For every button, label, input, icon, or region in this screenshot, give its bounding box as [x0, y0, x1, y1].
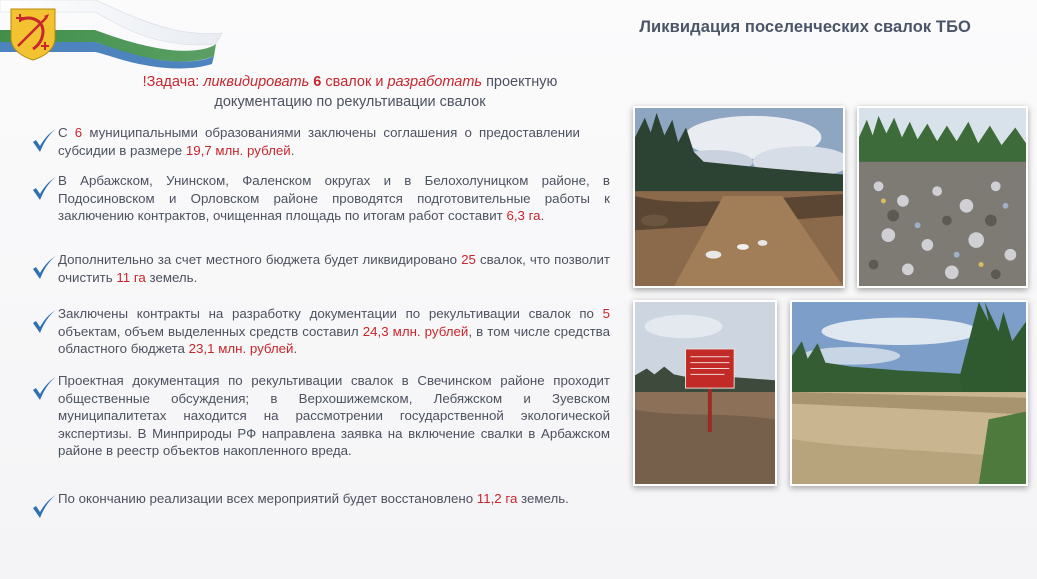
bullet-text — [58, 251, 610, 286]
checkmark-icon — [30, 174, 58, 204]
bullet-text-run: объектам, объем выделенных средств составил — [58, 323, 363, 339]
highlighted-value: 24,3 млн. рублей — [362, 323, 469, 339]
bullet-text-run: Проектная документация по рекультивации свалок в Свечинском районе проходит общественные обсуждения; в Верхошижемском, Лебяжском и Зуевском муниципалитетах находится на рассмотрении государственной экологической экспертизы. В Минприроды РФ направлена заявка на включение свалки в Арбажском районе в реестр объектов накопленного вреда. — [58, 373, 610, 459]
task-prefix: !Задача: — [142, 74, 204, 90]
task-count: 6 — [313, 74, 322, 90]
bullet-item-6 — [30, 490, 570, 522]
task-suffix: проектную — [482, 74, 558, 90]
bullet-text-run: . — [290, 142, 295, 158]
bullet-text-run: свалок, что позволит очистить — [58, 252, 610, 285]
photo-dump-site-2 — [857, 106, 1028, 288]
bullet-text-run: земель. — [517, 491, 569, 506]
highlighted-value: 11,2 га — [476, 491, 518, 506]
slide-title: Ликвидация поселенческих свалок ТБО — [639, 18, 971, 36]
bullet-text-run: С — [58, 125, 75, 140]
highlighted-value: 19,7 млн. рублей — [185, 142, 291, 158]
task-mid: свалок и — [321, 74, 388, 90]
bullet-item-5 — [30, 372, 610, 460]
bullet-text-run: , в том числе средства областного бюджета — [58, 323, 610, 357]
checkmark-icon — [30, 374, 58, 404]
checkmark-icon — [30, 253, 58, 283]
coat-of-arms-icon — [8, 6, 58, 61]
bullet-text-run: В Арбажском, Унинском, Фаленском округах и в Белохолуницком районе, в Подосиновском и Орловском районе проводятся подготовительные работы к заключению контрактов, очищенная площадь по итогам работ составит — [58, 173, 610, 224]
checkmark-icon — [30, 126, 58, 156]
bullet-item-2 — [30, 172, 610, 225]
bullet-text-run: муниципальными образованиями заключены соглашения о предоставлении субсидии в размере — [58, 125, 580, 158]
task-verb-develop: разработать — [387, 74, 483, 90]
task-verb-liquidate: ликвидировать — [203, 74, 310, 90]
checkmark-icon — [30, 492, 58, 522]
task-line-2: документацию по рекультивации свалок — [214, 94, 486, 110]
highlighted-value: 6,3 га — [506, 208, 541, 224]
bullet-text-run: Дополнительно за счет местного бюджета будет ликвидировано — [58, 252, 462, 267]
task-statement — [110, 72, 590, 112]
bullet-item-3 — [30, 251, 610, 286]
highlighted-value: 11 га — [116, 269, 146, 285]
bullet-item-4 — [30, 305, 610, 358]
bullet-text — [58, 372, 610, 460]
bullet-text — [58, 305, 610, 358]
bullet-item-1 — [30, 124, 580, 159]
highlighted-value: 6 — [74, 125, 83, 140]
bullet-text — [58, 124, 580, 159]
photo-dump-site-1 — [633, 106, 845, 288]
bullet-text — [58, 172, 610, 225]
highlighted-value: 5 — [602, 306, 610, 321]
bullet-text-run: . — [540, 208, 545, 224]
bullet-text-run: По окончанию реализации всех мероприятий будет восстановлено — [58, 491, 477, 506]
bullet-text-run: . — [293, 341, 298, 357]
photo-cleared-field — [790, 300, 1028, 486]
bullet-text-run: Заключены контракты на разработку документации по рекультивации свалок по — [58, 306, 603, 321]
highlighted-value: 25 — [461, 252, 476, 267]
bullet-text — [58, 490, 569, 508]
highlighted-value: 23,1 млн. рублей — [188, 341, 294, 357]
checkmark-icon — [30, 307, 58, 337]
photo-warning-sign — [633, 300, 777, 486]
bullet-text-run: земель. — [145, 269, 198, 285]
